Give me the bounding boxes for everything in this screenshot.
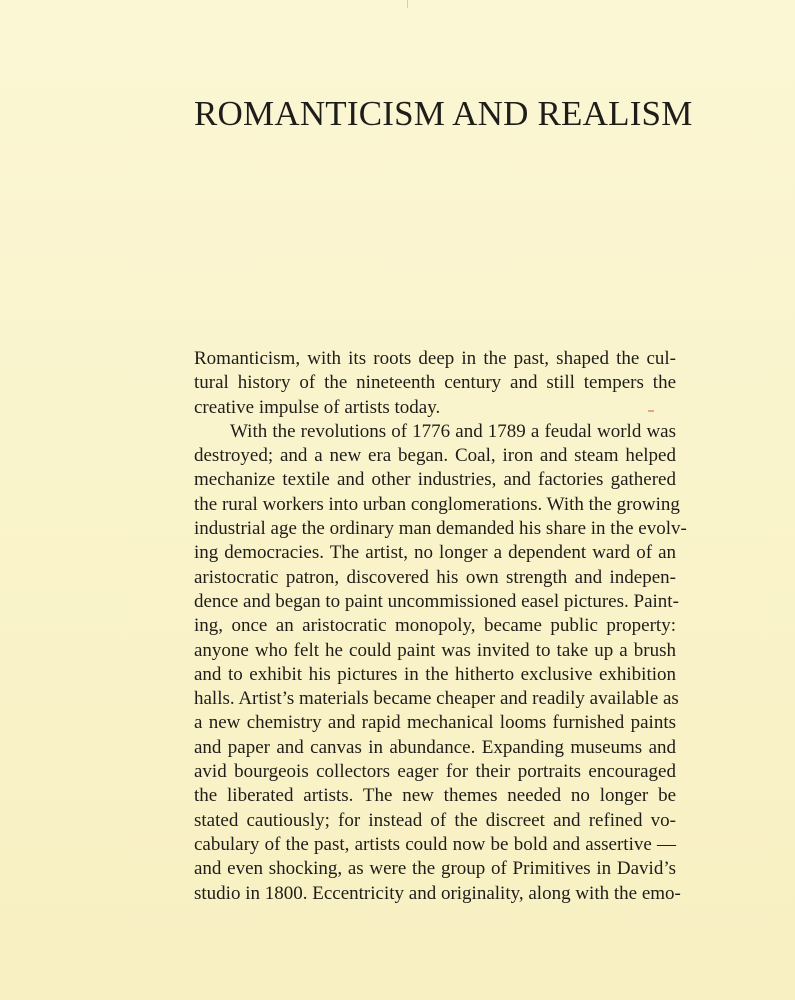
- text-line: With the revolutions of 1776 and 1789 a feudal world was: [230, 420, 676, 442]
- text-line: dence and began to paint uncommissioned easel pictures. Paint-: [194, 590, 679, 612]
- text-line: the rural workers into urban conglomerations. With the growing: [194, 493, 680, 515]
- text-line: studio in 1800. Eccentricity and originality, along with the emo-: [194, 882, 681, 904]
- text-line: industrial age the ordinary man demanded his share in the evolv-: [194, 518, 687, 540]
- text-line: mechanize textile and other industries, and factories gathered: [194, 469, 676, 491]
- text-line: avid bourgeois collectors eager for their portraits encouraged: [194, 761, 676, 783]
- text-line: and to exhibit his pictures in the hitherto exclusive exhibition: [194, 663, 676, 685]
- text-line: creative impulse of artists today.: [194, 396, 441, 418]
- text-line: ing, once an aristocratic monopoly, became public property:: [194, 615, 676, 637]
- text-line: halls. Artist’s materials became cheaper and readily available as: [194, 688, 679, 710]
- text-line: anyone who felt he could paint was invited to take up a brush: [194, 639, 676, 661]
- text-line: destroyed; and a new era began. Coal, iron and steam helped: [194, 445, 676, 467]
- text-line: a new chemistry and rapid mechanical looms furnished paints: [194, 712, 676, 734]
- text-line: the liberated artists. The new themes needed no longer be: [194, 785, 676, 807]
- page-edge-mark: [407, 0, 408, 8]
- chapter-title: ROMANTICISM AND REALISM: [194, 94, 693, 133]
- text-line: Romanticism, with its roots deep in the past, shaped the cul-: [194, 348, 676, 369]
- text-line: aristocratic patron, discovered his own strength and indepen-: [194, 566, 676, 588]
- margin-mark: [648, 410, 654, 412]
- text-line: stated cautiously; for instead of the discreet and refined vo-: [194, 809, 676, 831]
- text-line: and paper and canvas in abundance. Expanding museums and: [194, 736, 676, 758]
- text-line: and even shocking, as were the group of Primitives in David’s: [194, 858, 676, 880]
- body-text: [194, 347, 687, 906]
- text-line: cabulary of the past, artists could now be bold and assertive —: [194, 833, 676, 855]
- text-line: ing democracies. The artist, no longer a dependent ward of an: [194, 542, 676, 564]
- text-line: tural history of the nineteenth century and still tempers the: [194, 372, 676, 394]
